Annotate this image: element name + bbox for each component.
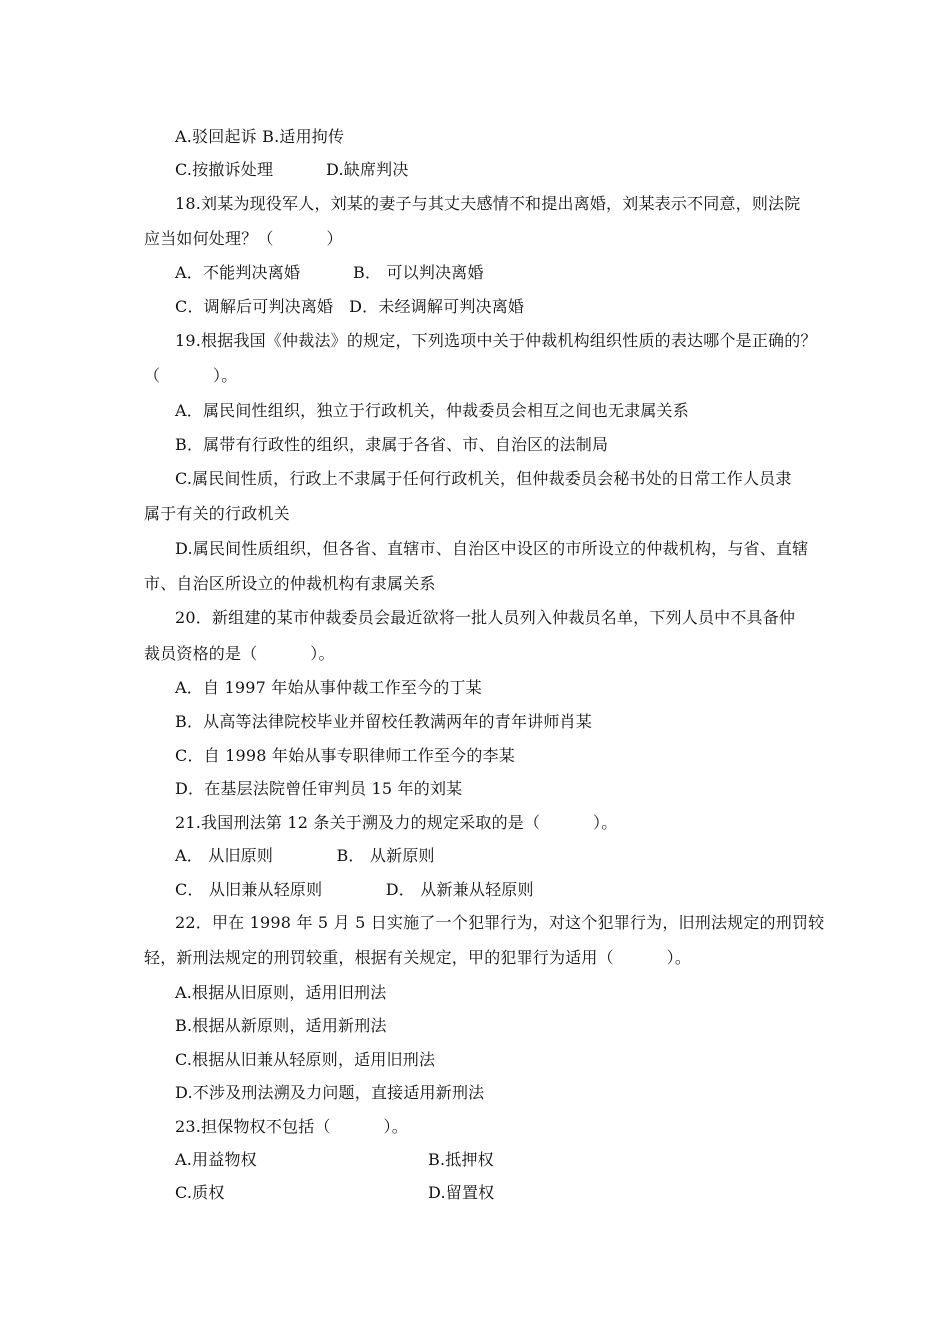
q17-options-ab: A.驳回起诉 B.适用拘传 [175,127,345,146]
q19-stem-line2: （ ）。 [144,366,238,385]
q21-options-cd: C． 从旧兼从轻原则 D． 从新兼从轻原则 [175,880,534,899]
q18-options-cd: C．调解后可判决离婚 D．未经调解可判决离婚 [175,297,525,316]
q18-stem-line2: 应当如何处理？（ ） [144,229,343,248]
q17-options-cd: C.按撤诉处理 D.缺席判决 [175,160,409,179]
q23-option-c: C.质权 [175,1183,225,1202]
q22-option-a: A.根据从旧原则，适用旧刑法 [175,983,387,1002]
q20-stem-line1: 20．新组建的某市仲裁委员会最近欲将一批人员列入仲裁员名单，下列人员中不具备仲 [175,608,796,627]
q23-option-b: B.抵押权 [428,1150,494,1169]
q23-option-a: A.用益物权 [175,1150,257,1169]
q22-option-c: C.根据从旧兼从轻原则，适用旧刑法 [175,1050,436,1069]
q19-option-b: B．属带有行政性的组织，隶属于各省、市、自治区的法制局 [175,435,609,454]
q23-stem: 23.担保物权不包括（ ）。 [175,1117,408,1136]
q19-stem-line1: 19.根据我国《仲裁法》的规定，下列选项中关于仲裁机构组织性质的表达哪个是正确的？ [175,331,817,350]
q19-option-d-line1: D.属民间性质组织，但各省、直辖市、自治区中设区的市所设立的仲裁机构，与省、直辖 [175,539,809,558]
q20-option-b: B．从高等法律院校毕业并留校任教满两年的青年讲师肖某 [175,712,592,731]
q23-option-d: D.留置权 [428,1183,495,1202]
q21-options-ab: A． 从旧原则 B． 从新原则 [175,846,435,865]
q18-stem-line1: 18.刘某为现役军人，刘某的妻子与其丈夫感情不和提出离婚，刘某表示不同意，则法院 [175,194,801,213]
q19-option-c-line2: 属于有关的行政机关 [144,504,290,523]
q19-option-a: A．属民间性组织，独立于行政机关，仲裁委员会相互之间也无隶属关系 [175,401,689,420]
q20-option-c: C．自 1998 年始从事专职律师工作至今的李某 [175,746,515,765]
q19-option-d-line2: 市、自治区所设立的仲裁机构有隶属关系 [144,574,436,593]
q21-stem: 21.我国刑法第 12 条关于溯及力的规定采取的是（ ）。 [175,813,618,832]
q22-stem-line1: 22．甲在 1998 年 5 月 5 日实施了一个犯罪行为，对这个犯罪行为，旧刑法规定的刑罚较 [175,913,825,932]
q22-stem-line2: 轻，新刑法规定的刑罚较重，根据有关规定，甲的犯罪行为适用（ ）。 [144,948,692,967]
q19-option-c-line1: C.属民间性质，行政上不隶属于任何行政机关，但仲裁委员会秘书处的日常工作人员隶 [175,469,792,488]
q20-stem-line2: 裁员资格的是（ ）。 [144,644,335,663]
q20-option-a: A．自 1997 年始从事仲裁工作至今的丁某 [175,678,482,697]
q22-option-d: D.不涉及刑法溯及力问题，直接适用新刑法 [175,1083,485,1102]
q22-option-b: B.根据从新原则，适用新刑法 [175,1016,387,1035]
q18-options-ab: A．不能判决离婚 B． 可以判决离婚 [175,263,484,282]
q20-option-d: D．在基层法院曾任审判员 15 年的刘某 [175,779,463,798]
